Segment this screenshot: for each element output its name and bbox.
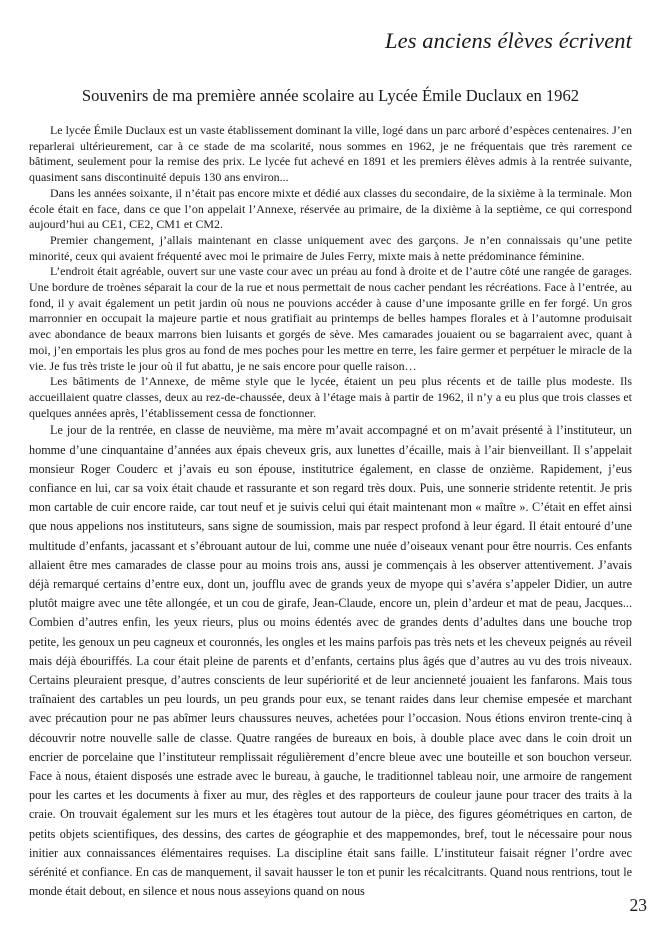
paragraph-5: Les bâtiments de l’Annexe, de même style que le lycée, étaient un peu plus récents et de taille plus modeste. Ils accueillaient quatre classes, deux au rez-de-chaussée, deux à l’étage mais à partir de 1962, il n’y a eu plus que trois classes et quelques années après, l’établissement cessa de fonctionner. bbox=[29, 374, 632, 420]
section-title: Les anciens élèves écrivent bbox=[385, 28, 632, 53]
paragraph-2: Dans les années soixante, il n’était pas encore mixte et dédié aux classes du secondaire, de la sixième à la terminale. Mon école était en face, dans ce que l’on appelait l’Annexe, réservée au primaire, de la dixième à la septième, ce qui correspond aujourd’hui au CE1, CE2, CM1 et CM2. bbox=[29, 185, 632, 232]
paragraph-1: Le lycée Émile Duclaux est un vaste établissement dominant la ville, logé dans un parc arboré d’espèces centenaires. J’en reparlerai ultérieurement, car à ce stade de ma scolarité, nous sommes en 1962, je ne fréquentais que très rarement ce bâtiment, seulement pour la remise des prix. Le lycée fut achevé en 1891 et les premiers élèves admis à la rentrée suivante, quasiment sans discontinuité depuis 130 ans environ... bbox=[29, 123, 632, 185]
article-body bbox=[29, 123, 632, 901]
paragraph-3: Premier changement, j’allais maintenant en classe uniquement avec des garçons. Je n’en connaissais qu’une petite minorité, ceux qui avaient fréquenté avec moi le primaire de Jules Ferry, mixte mais à nette prédominance féminine. bbox=[29, 232, 632, 263]
page-number: 23 bbox=[629, 895, 647, 915]
paragraph-4: L’endroit était agréable, ouvert sur une vaste cour avec un préau au fond à droite et de l’autre côté une rangée de garages. Une bordure de troènes séparait la cour de la rue et nous permettait de nous cacher pendant les récréations. Face à l’entrée, au fond, il y avait également un petit jardin où nous ne pouvions accéder à cause d’une imposante grille en fer forgé. Un gros marronnier en occupait la majeure partie et nous gratifiait au printemps de belles hampes florales et à l’automne produisait avec abondance de beaux marrons bien luisants et gorgés de sève. Mes camarades jouaient ou se bagarraient avec, quant à moi, j’en emportais les plus gros au fond de mes poches pour les mettre en terre, les faire germer et perpétuer le miracle de la vie. Je fus très triste le jour où il fut abattu, je ne sais encore pour quelle raison… bbox=[29, 264, 632, 373]
paragraph-6: Le jour de la rentrée, en classe de neuvième, ma mère m’avait accompagné et on m’avait présenté à l’instituteur, un homme d’une cinquantaine d’années aux épais cheveux gris, aux lunettes d’écaille, mais à l’air bienveillant. Il s’appelait monsieur Roger Couderc et j’avais eu son épouse, institutrice également, en classe de onzième. Rapidement, j’eus confiance en lui, car sa voix était chaude et rassurante et son regard très doux. Puis, une sonnerie stridente retentit. Je pris mon cartable de cuir encore raide, car tout neuf et je suivis celui qui était maintenant mon « maître ». C’était en effet ainsi que nous appelions nos instituteurs, sans signe de soumission, mais par respect profond à leur égard. Il était entouré d’une multitude d’enfants, jacassant et s’ébrouant autour de lui, comme une nuée d’oiseaux venant pour être nourris. Ces enfants allaient être mes camarades de classe pour au moins trois ans, aussi je commençais à les observer attentivement. J’avais déjà remarqué certains d’entre eux, dont un, joufflu avec de grands yeux de myope qui s’avéra s’appeler Didier, un autre plutôt maigre avec une tête allongée, et un cou de girafe, Jean-Claude, encore un, plein d’ardeur et mat de peau, Jacques... Combien d’autres enfin, les yeux rieurs, plus ou moins édentés avec de grandes dents d’adultes dans une bouche trop petite, les genoux un peu cagneux et couronnés, les ongles et les mains parfois pas très nets et les cheveux peignés au réveil mais déjà ébouriffés. La cour était pleine de parents et d’enfants, certains plus âgés que d’autres au vu des trois niveaux. Certains pleuraient presque, d’autres conscients de leur supériorité et de leur ancienneté jouaient les fanfarons. Mais tous traînaient des cartables un peu lourds, un peu grands pour eux, se tenant raides dans leur chemise empesée et marchant avec précaution pour ne pas abîmer leurs chaussures neuves, achetées pour l’occasion. Nous étions environ trente-cinq à découvrir notre nouvelle salle de classe. Quatre rangées de bureaux en bois, à double place avec dans le coin droit un encrier de porcelaine que l’instituteur remplissait régulièrement d’encre bleue avec une bouteille et son bouchon verseur. Face à nous, étaient disposés une estrade avec le bureau, à gauche, le traditionnel tableau noir, une armoire de rangement pour les cartes et les documents à fixer au mur, des règles et des rapporteurs de couleur jaune pour tracer des traits à la craie. On trouvait également sur les murs et les étagères tout autour de la pièce, des figures géométriques en carton, de petits objets scientifiques, des dessins, des cartes de géographie et des mappemondes, bref, tout le nécessaire pour nous initier aux connaissances élémentaires requises. La discipline était sans faille. L’instituteur faisait régner l’ordre avec sérénité et confiance. En cas de manquement, il savait hausser le ton et punir les récalcitrants. Quand nous rentrions, tout le monde était debout, en silence et nous nous asseyions quand on nous bbox=[29, 423, 632, 899]
article-title: Souvenirs de ma première année scolaire au Lycée Émile Duclaux en 1962 bbox=[81, 86, 580, 105]
